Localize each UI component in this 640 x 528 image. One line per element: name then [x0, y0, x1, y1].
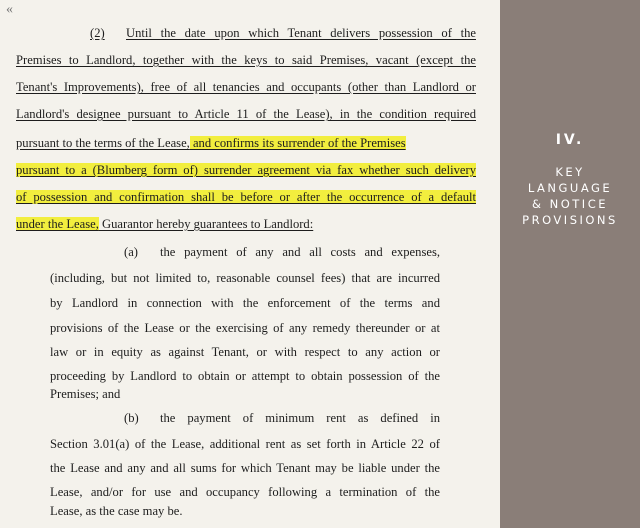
- item-a-line-5: law or in equity as against Tenant, or with respect to any action or: [50, 345, 440, 359]
- item-b-line-1: the payment of minimum rent as defined in: [160, 411, 440, 425]
- item-a-line-6: proceeding by Landlord to obtain or attempt to obtain possession of the: [50, 369, 440, 383]
- para2-line-7: [16, 189, 476, 205]
- para2-highlight-line-2: of possession and confirmation shall be before or after the occurrence of a default: [16, 190, 476, 204]
- section-title-line: & NOTICE: [532, 197, 608, 211]
- item-b-line-2: Section 3.01(a) of the Lease, additional rent as set forth in Article 22 of: [50, 437, 440, 451]
- section-numeral: IV.: [555, 132, 585, 148]
- para2-highlight-line-1: pursuant to a (Blumberg form of) surrender agreement via fax whether such delivery: [16, 163, 476, 177]
- para2-line-5: [16, 135, 476, 151]
- section-number: (2): [90, 26, 105, 40]
- para2-last-plain: Guarantor hereby guarantees to Landlord:: [98, 217, 314, 231]
- corner-mark: «: [6, 2, 13, 17]
- item-a-line-1: the payment of any and all costs and expenses,: [160, 245, 440, 259]
- para2-line-4: Landlord's designee pursuant to Article 11 of the Lease), in the condition required: [16, 107, 476, 121]
- para2-line-3: Tenant's Improvements), free of all tenancies and occupants (other than Landlord or: [16, 80, 476, 94]
- item-b-line-5: Lease, as the case may be.: [50, 504, 183, 518]
- para2-line-6: [16, 162, 476, 178]
- section-title-line: KEY: [555, 165, 585, 179]
- para2-line-8: [16, 216, 313, 232]
- item-a-line-3: by Landlord in connection with the enforcement of the terms and: [50, 296, 440, 310]
- para2-line-2: Premises to Landlord, together with the keys to said Premises, vacant (except the: [16, 53, 476, 67]
- para2-line-1: Until the date upon which Tenant delivers possession of the: [126, 26, 476, 40]
- section-side-panel: [500, 0, 640, 528]
- item-b-label: (b): [124, 411, 139, 425]
- section-title-line: PROVISIONS: [522, 213, 618, 227]
- para2-line-5-highlight: and confirms its surrender of the Premises: [189, 136, 406, 150]
- item-b-line-4: Lease, and/or for use and occupancy following a termination of the: [50, 485, 440, 499]
- item-a-label: (a): [124, 245, 138, 259]
- para2-line-5-plain: pursuant to the terms of the Lease,: [16, 136, 190, 150]
- item-a-line-4: provisions of the Lease or the exercising of any remedy thereunder or at: [50, 321, 440, 335]
- section-title: [500, 164, 640, 228]
- item-a-line-2: (including, but not limited to, reasonable counsel fees) that are incurred: [50, 271, 440, 285]
- item-b-line-3: the Lease and any and all sums for which Tenant may be liable under the: [50, 461, 440, 475]
- para2-last-highlight: under the Lease,: [16, 217, 99, 231]
- item-a-line-7: Premises; and: [50, 387, 121, 401]
- section-title-line: LANGUAGE: [527, 181, 613, 195]
